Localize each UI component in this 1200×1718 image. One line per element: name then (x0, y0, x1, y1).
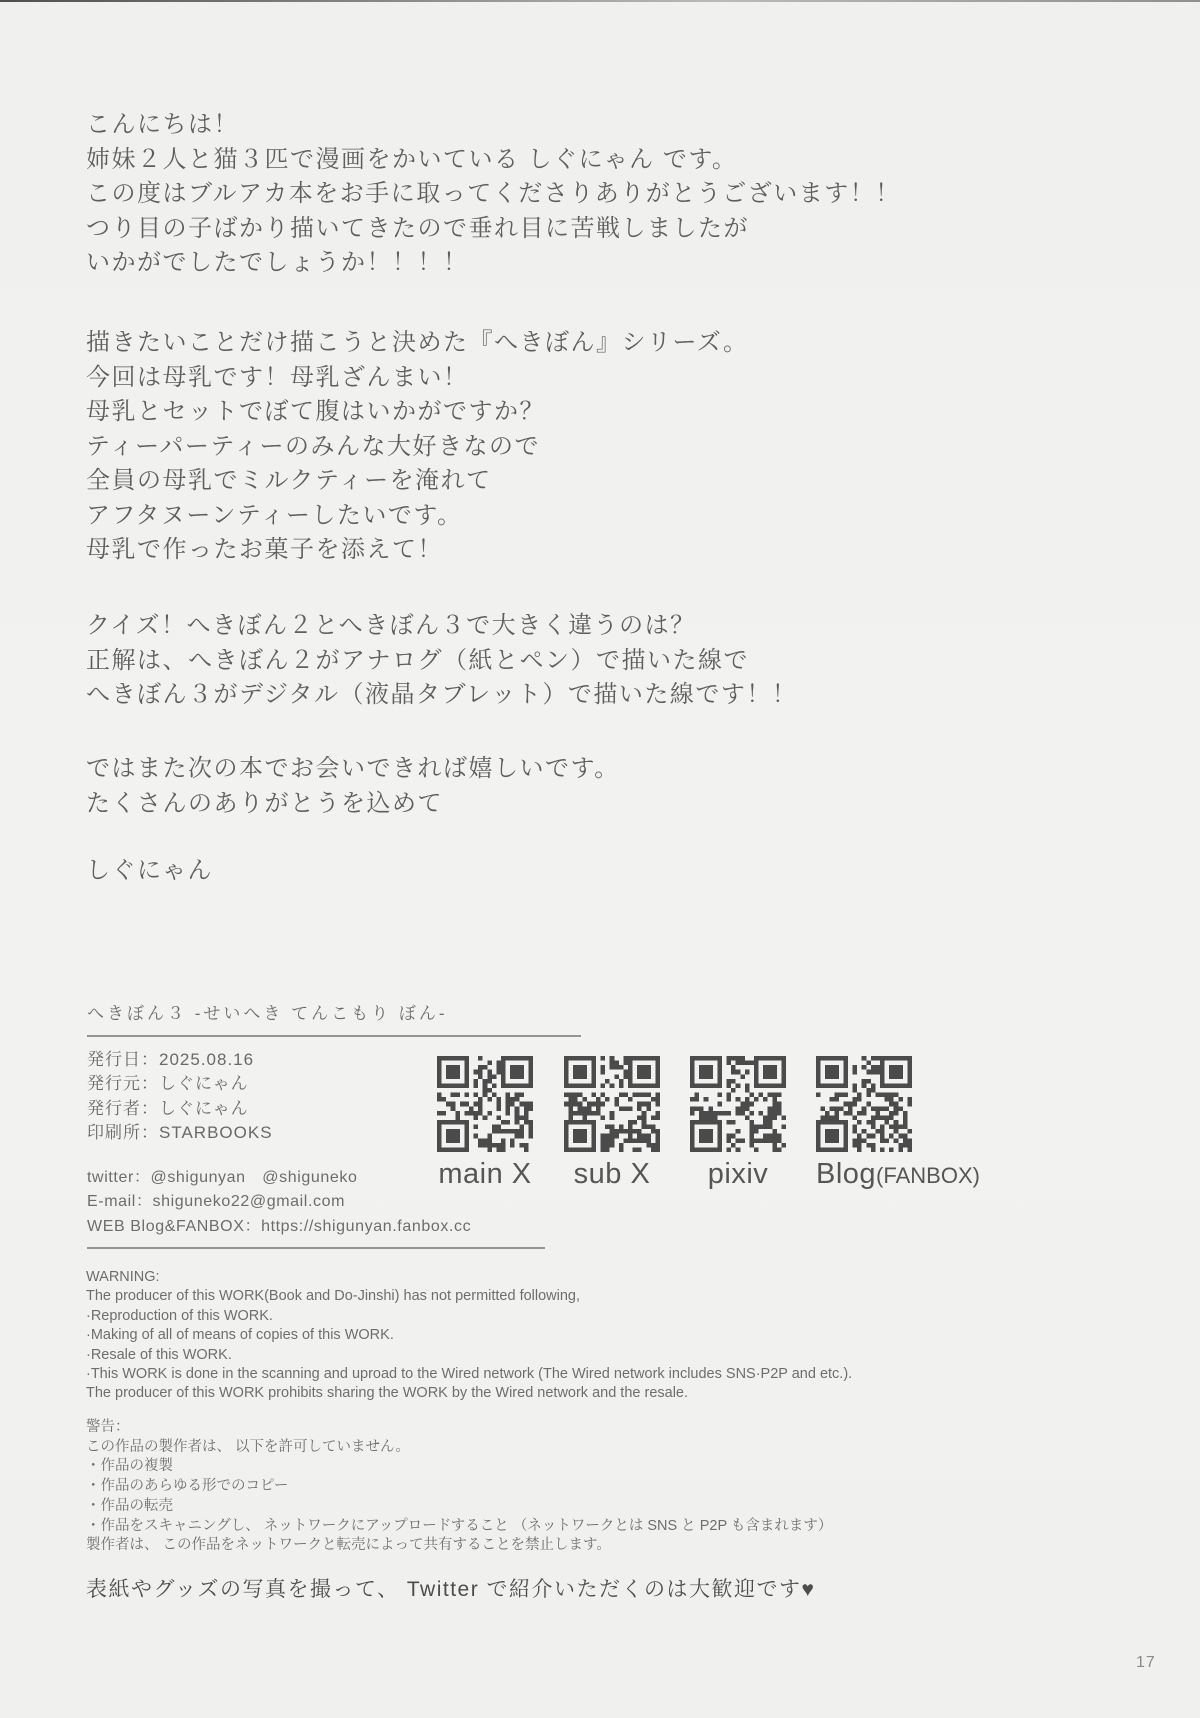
author-signature: しぐにゃん (86, 857, 214, 884)
page-number: 17 (1136, 1654, 1156, 1671)
afterword-line: アフタヌーンティーしたいです。 (86, 501, 463, 529)
warning-line: ・作品の転売 (86, 1497, 173, 1514)
afterword-paragraph-quiz (86, 609, 797, 713)
afterword-paragraph-greeting (86, 108, 901, 281)
warning-line: ·Resale of this WORK. (86, 1346, 232, 1363)
publication-field: 発行日：2025.08.16 (87, 1050, 255, 1069)
qr-label (816, 1158, 980, 1192)
afterword-line: へきぼん３がデジタル（液晶タブレット）で描いた線です！！ (86, 681, 798, 708)
afterword-paragraph-farewell (86, 752, 620, 821)
photo-welcome-note: 表紙やグッズの写真を撮って、 Twitter で紹介いただくのは大歓迎です♥ (86, 1578, 816, 1601)
warning-heading: WARNING: (86, 1269, 160, 1285)
web-blog-url: WEB Blog&FANBOX：https://shigunyan.fanbox.cc (87, 1217, 472, 1235)
qr-label-text: main X (438, 1158, 532, 1190)
scan-edge-artifact (0, 0, 1200, 2)
warning-line: ·This WORK is done in the scanning and uproad to the Wired network (The Wired network includes SNS·P2P and etc.). (86, 1366, 853, 1383)
warning-line: ·Making of all of means of copies of this WORK. (86, 1327, 394, 1344)
warning-line: ・作品のあらゆる形でのコピー (86, 1478, 289, 1495)
publication-field: 印刷所：STARBOOKS (87, 1123, 273, 1143)
warning-line: 製作者は、 この作品をネットワークと転売によって共有することを禁止します。 (86, 1537, 611, 1554)
qr-label (708, 1158, 769, 1192)
afterword-line: 全員の母乳でミルクティーを淹れて (86, 467, 492, 494)
afterword-line: ティーパーティーのみんな大好きなので (86, 432, 540, 460)
email-address: E-mail：shiguneko22@gmail.com (87, 1193, 346, 1211)
warning-line: The producer of this WORK prohibits sharing the WORK by the Wired network and the resale. (86, 1385, 689, 1402)
qr-code (690, 1056, 786, 1152)
afterword-line: たくさんのありがとうを込めて (86, 789, 443, 817)
afterword-paragraph-series (86, 326, 749, 568)
qr-label-text: Blog (816, 1158, 877, 1190)
publication-info (87, 1048, 273, 1146)
afterword-line: 正解は、へきぼん２がアナログ（紙とペン）で描いた線で (86, 646, 749, 674)
publication-field: 発行者：しぐにゃん (87, 1098, 249, 1118)
qr-label (574, 1158, 651, 1192)
afterword-line: 今回は母乳です！母乳ざんまい！ (86, 363, 469, 391)
warning-line: この作品の製作者は、 以下を許可していません。 (86, 1438, 410, 1455)
contact-info (87, 1166, 471, 1239)
twitter-handles: twitter：@shigunyan @shiguneko (87, 1169, 358, 1186)
publication-field: 発行元：しぐにゃん (87, 1074, 249, 1094)
divider (87, 1035, 581, 1037)
warning-heading: 警告： (86, 1419, 130, 1435)
afterword-line: ではまた次の本でお会いできれば嬉しいです。 (86, 755, 620, 782)
qr-code (437, 1056, 533, 1152)
afterword-line: 母乳で作ったお菓子を添えて！ (86, 536, 443, 563)
book-title: へきぼん３ -せいへき てんこもり ぼん- (87, 1004, 448, 1023)
qr-label-text: sub X (573, 1158, 651, 1190)
warning-line: ·Reproduction of this WORK. (86, 1307, 273, 1324)
qr-code (564, 1056, 660, 1152)
afterword-line: この度はブルアカ本をお手に取ってくださりありがとうございます！！ (86, 180, 901, 207)
qr-code (816, 1056, 912, 1152)
warning-english (86, 1268, 852, 1404)
afterword-line: こんにちは！ (86, 111, 239, 138)
afterword-line: 描きたいことだけ描こうと決めた『へきぼん』シリーズ。 (86, 329, 749, 356)
qr-block-pixiv (690, 1056, 786, 1190)
afterword-line: 母乳とセットでぼて腹はいかがですか？ (86, 398, 545, 425)
divider (87, 1247, 545, 1249)
afterword-line: 姉妹２人と猫３匹で漫画をかいている しぐにゃん です。 (86, 145, 738, 173)
afterword-line: いかがでしたでしょうか！！！！ (86, 249, 469, 276)
qr-block-main-x (437, 1056, 533, 1190)
warning-line: ・作品の複製 (86, 1458, 173, 1475)
qr-label-suffix: (FANBOX) (876, 1163, 980, 1188)
afterword-line: つり目の子ばかり描いてきたので垂れ目に苦戦しましたが (86, 214, 749, 242)
afterword-line: クイズ！へきぼん２とへきぼん３で大きく違うのは？ (86, 612, 696, 639)
warning-line: ・作品をスキャニングし、 ネットワークにアップロードすること （ネットワークとは SNS と P2P も含まれます） (86, 1517, 833, 1534)
warning-line: The producer of this WORK(Book and Do-Jinshi) has not permitted following, (86, 1288, 581, 1305)
qr-block-sub-x (564, 1056, 660, 1190)
warning-japanese (86, 1418, 832, 1556)
qr-label-text: pixiv (707, 1158, 769, 1190)
qr-block-blog-fanbox (816, 1056, 980, 1190)
